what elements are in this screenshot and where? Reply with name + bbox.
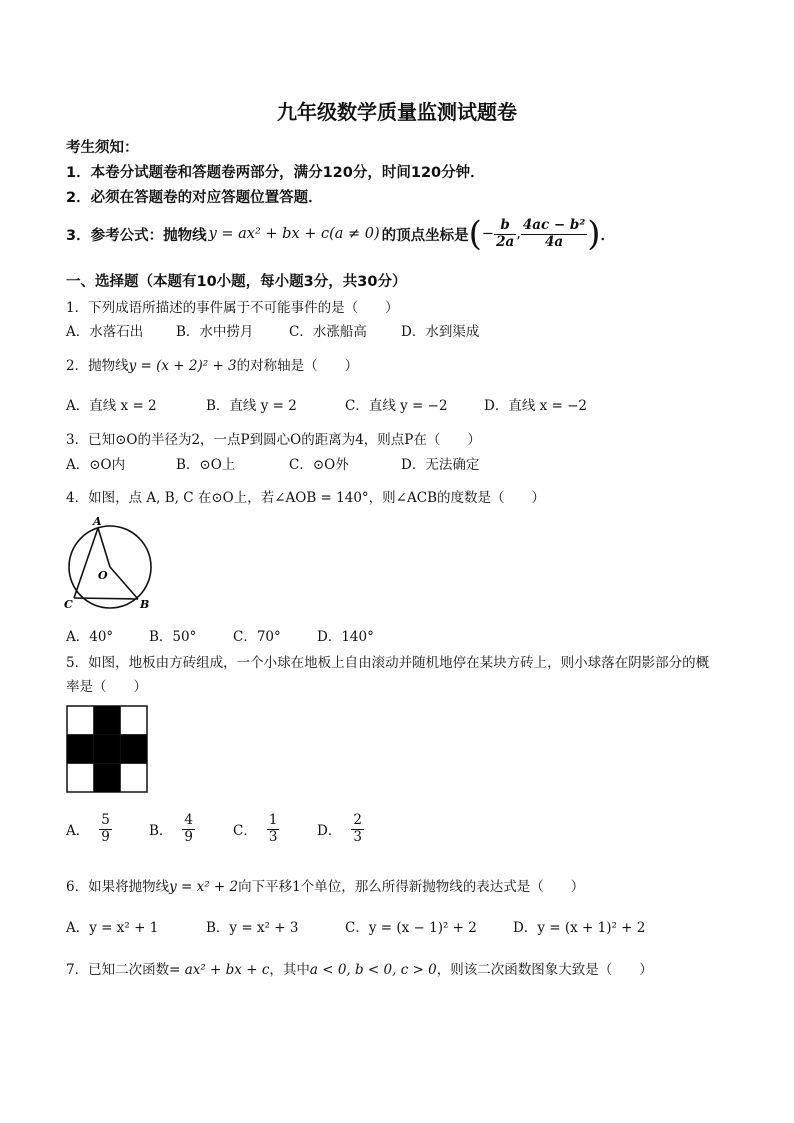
q1-option-a: A．水落石出	[66, 324, 144, 340]
q2-formula: y = (x + 2)² + 3	[128, 358, 237, 374]
vertex-x-num: b	[500, 216, 510, 233]
note-3: 3．参考公式：抛物线 y = ax² + bx + c(a ≠ 0) 的顶点坐标是 ( − $\frac{b}{2a}$ , $\frac{\text{4ac − b²}}{4a}$ ) ．	[66, 214, 616, 254]
q2-option-c: C．直线 y = −2	[345, 398, 448, 414]
label-o: O	[98, 569, 108, 582]
q5-option-a-fraction: $\frac{5}{9}$	[101, 812, 110, 845]
right-paren: )	[587, 214, 601, 254]
q6-option-d: D．y = (x + 1)² + 2	[513, 920, 646, 936]
q5-option-b: B． $\frac{4}{9}$	[149, 812, 194, 845]
q6-option-a: A．y = x² + 1	[66, 920, 159, 936]
segment-ob	[110, 567, 138, 599]
q5-option-b-fraction: $\frac{4}{9}$	[184, 812, 194, 845]
segment-ac	[74, 528, 98, 598]
q3-option-b: B．⊙O上	[176, 457, 236, 473]
left-paren: (	[468, 214, 482, 254]
q7-formula: = ax² + bx + c	[169, 962, 270, 978]
q4-circle-figure	[62, 515, 158, 615]
q1-stem: 1．下列成语所描述的事件属于不可能事件的是（ ）	[66, 300, 399, 316]
q2-stem	[66, 354, 358, 374]
segment-cb	[74, 598, 138, 599]
note-3-mid: 的顶点坐标是	[381, 227, 469, 244]
q2-stem-post: 的对称轴是（ ）	[236, 358, 359, 374]
q2-option-b: B．直线 y = 2	[206, 398, 297, 414]
label-c: C	[64, 598, 73, 611]
q1-option-b: B．水中捞月	[176, 324, 254, 340]
segment-ao	[98, 528, 110, 567]
q4-option-c: C．70°	[233, 629, 281, 645]
note-3-prefix: 3．参考公式：抛物线	[66, 227, 207, 244]
vertex-y-den: 4a	[544, 233, 564, 250]
q3-stem: 3．已知⊙O的半径为2，一点P到圆心O的距离为4，则点P在（ ）	[66, 432, 481, 448]
q3-option-d: D．无法确定	[401, 457, 480, 473]
notes-heading: 考生须知：	[66, 140, 139, 156]
q5-option-c: C． $\frac{1}{3}$	[233, 812, 278, 845]
vertex-x-den: 2a	[496, 233, 515, 250]
q5-option-c-fraction: $\frac{1}{3}$	[268, 812, 278, 845]
q2-option-d: D．直线 x = −2	[484, 398, 588, 414]
q4-option-b: B．50°	[149, 629, 197, 645]
q7-stem: 7．已知二次函数= ax² + bx + c，其中a < 0, b < 0, c > 0，则该二次函数图象大致是（ ）	[66, 962, 653, 978]
q5-tile-figure	[66, 705, 148, 793]
vertex-y-num: 4ac − b²	[522, 216, 586, 233]
vertex-x-fraction	[494, 218, 516, 250]
section-heading: 一、选择题（本题有10小题，每小题3分，共30分）	[66, 274, 407, 290]
q4-option-a: A．40°	[66, 629, 114, 645]
q2-option-a: A．直线 x = 2	[66, 398, 157, 414]
q3-option-a: A．⊙O内	[66, 457, 126, 473]
note-1: 1．本卷分试题卷和答题卷两部分，满分120分，时间120分钟．	[66, 165, 485, 181]
shaded-horizontal	[67, 735, 147, 764]
q3-option-c: C．⊙O外	[289, 457, 349, 473]
q5-option-d: D． $\frac{2}{3}$	[317, 812, 362, 845]
note-2: 2．必须在答题卷的对应答题位置答题．	[66, 190, 323, 206]
label-b: B	[140, 598, 150, 611]
q5-stem-line2: 率是（ ）	[66, 679, 147, 695]
q4-stem: 4．如图，点 A, B, C 在⊙O上，若∠AOB = 140°，则∠ACB的度数是（ ）	[66, 490, 545, 506]
q1-option-d: D．水到渠成	[401, 324, 480, 340]
note-3-formula: y = ax² + bx + c(a ≠ 0)	[208, 226, 380, 242]
q6-formula: y = x² + 2	[169, 879, 239, 895]
q7-conditions: a < 0, b < 0, c > 0	[309, 962, 437, 978]
q1-option-c: C．水涨船高	[289, 324, 367, 340]
label-a: A	[93, 515, 102, 528]
q6-stem: 6．如果将抛物线y = x² + 2向下平移1个单位，那么所得新抛物线的表达式是（ ）	[66, 879, 585, 895]
q5-stem-line1: 5．如图，地板由方砖组成，一个小球在地板上自由滚动并随机地停在某块方砖上，则小球落在阴影部分的概	[66, 655, 710, 671]
q5-option-d-fraction: $\frac{2}{3}$	[353, 812, 362, 845]
page-title: 九年级数学质量监测试题卷	[277, 100, 517, 124]
q6-option-b: B．y = x² + 3	[206, 920, 299, 936]
vertex-y-fraction	[521, 218, 587, 250]
q2-stem-pre: 2．抛物线	[66, 358, 129, 374]
q6-option-c: C．y = (x − 1)² + 2	[345, 920, 477, 936]
q5-option-a: A． $\frac{5}{9}$	[66, 812, 110, 845]
note-3-end: ．	[600, 227, 616, 244]
q4-option-d: D．140°	[317, 629, 374, 645]
